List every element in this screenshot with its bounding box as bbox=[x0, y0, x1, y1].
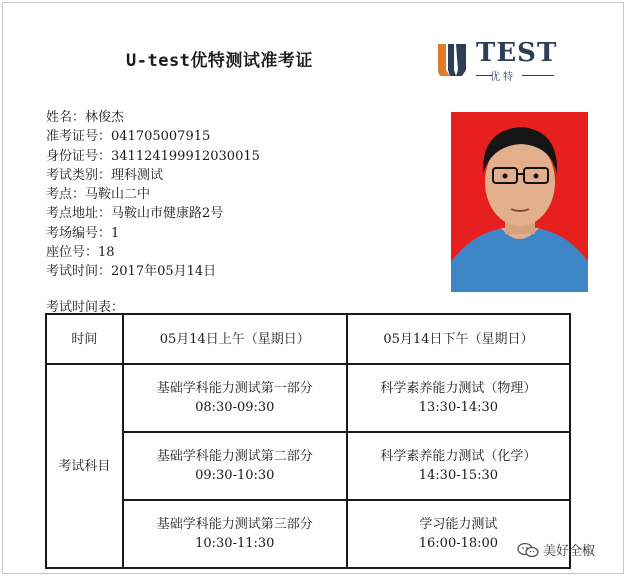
header-time: 时间 bbox=[46, 314, 123, 364]
session-name: 基础学科能力测试第二部分 bbox=[156, 449, 313, 464]
admission-number: 准考证号：041705007915 bbox=[46, 129, 211, 145]
candidate-photo bbox=[451, 112, 588, 292]
exam-date: 考试时间：2017年05月14日 bbox=[46, 264, 217, 280]
afternoon-session bbox=[347, 432, 570, 500]
wechat-watermark bbox=[517, 540, 595, 559]
session-time: 13:30-14:30 bbox=[418, 400, 499, 415]
schedule-label: 考试时间表： bbox=[46, 300, 125, 315]
logo-text: TEST bbox=[476, 38, 558, 68]
morning-session bbox=[123, 364, 347, 432]
session-time: 09:30-10:30 bbox=[195, 468, 275, 483]
session-name: 基础学科能力测试第一部分 bbox=[156, 381, 313, 396]
exam-schedule-table bbox=[45, 313, 571, 569]
utest-logo-icon bbox=[436, 40, 472, 80]
table-row bbox=[46, 432, 570, 500]
exam-room-number: 考场编号：1 bbox=[46, 225, 120, 241]
session-time: 14:30-15:30 bbox=[418, 468, 499, 483]
session-time: 08:30-09:30 bbox=[195, 400, 275, 415]
watermark-text: 美好全椒 bbox=[543, 544, 596, 559]
seat-number: 座位号：18 bbox=[46, 245, 115, 261]
session-time: 16:00-18:00 bbox=[418, 536, 499, 551]
exam-category: 考试类别：理科测试 bbox=[46, 167, 164, 183]
session-name: 学习能力测试 bbox=[419, 517, 498, 532]
morning-session bbox=[123, 500, 347, 568]
logo-line-right bbox=[522, 75, 554, 76]
table-row bbox=[46, 364, 570, 432]
wechat-icon bbox=[517, 542, 539, 558]
utest-logo bbox=[436, 40, 558, 84]
candidate-name: 姓名：林俊杰 bbox=[46, 110, 125, 125]
session-time: 10:30-11:30 bbox=[195, 536, 275, 551]
subjects-label: 考试科目 bbox=[46, 364, 123, 568]
session-name: 基础学科能力测试第三部分 bbox=[156, 517, 313, 532]
exam-site-address: 考点地址：马鞍山市健康路2号 bbox=[46, 206, 224, 222]
exam-site: 考点：马鞍山二中 bbox=[46, 187, 151, 203]
header-afternoon: 05月14日下午（星期日） bbox=[347, 314, 570, 364]
table-header-row bbox=[46, 314, 570, 364]
morning-session bbox=[123, 432, 347, 500]
logo-subtitle: 优特 bbox=[490, 72, 516, 83]
afternoon-session bbox=[347, 364, 570, 432]
table-row bbox=[46, 500, 570, 568]
candidate-info bbox=[46, 108, 260, 282]
header-morning: 05月14日上午（星期日） bbox=[123, 314, 347, 364]
page-title: U-test优特测试准考证 bbox=[126, 51, 313, 71]
session-name: 科学素养能力测试（化学） bbox=[380, 449, 537, 464]
id-number: 身份证号：341124199912030015 bbox=[46, 148, 260, 164]
session-name: 科学素养能力测试（物理） bbox=[380, 381, 537, 396]
